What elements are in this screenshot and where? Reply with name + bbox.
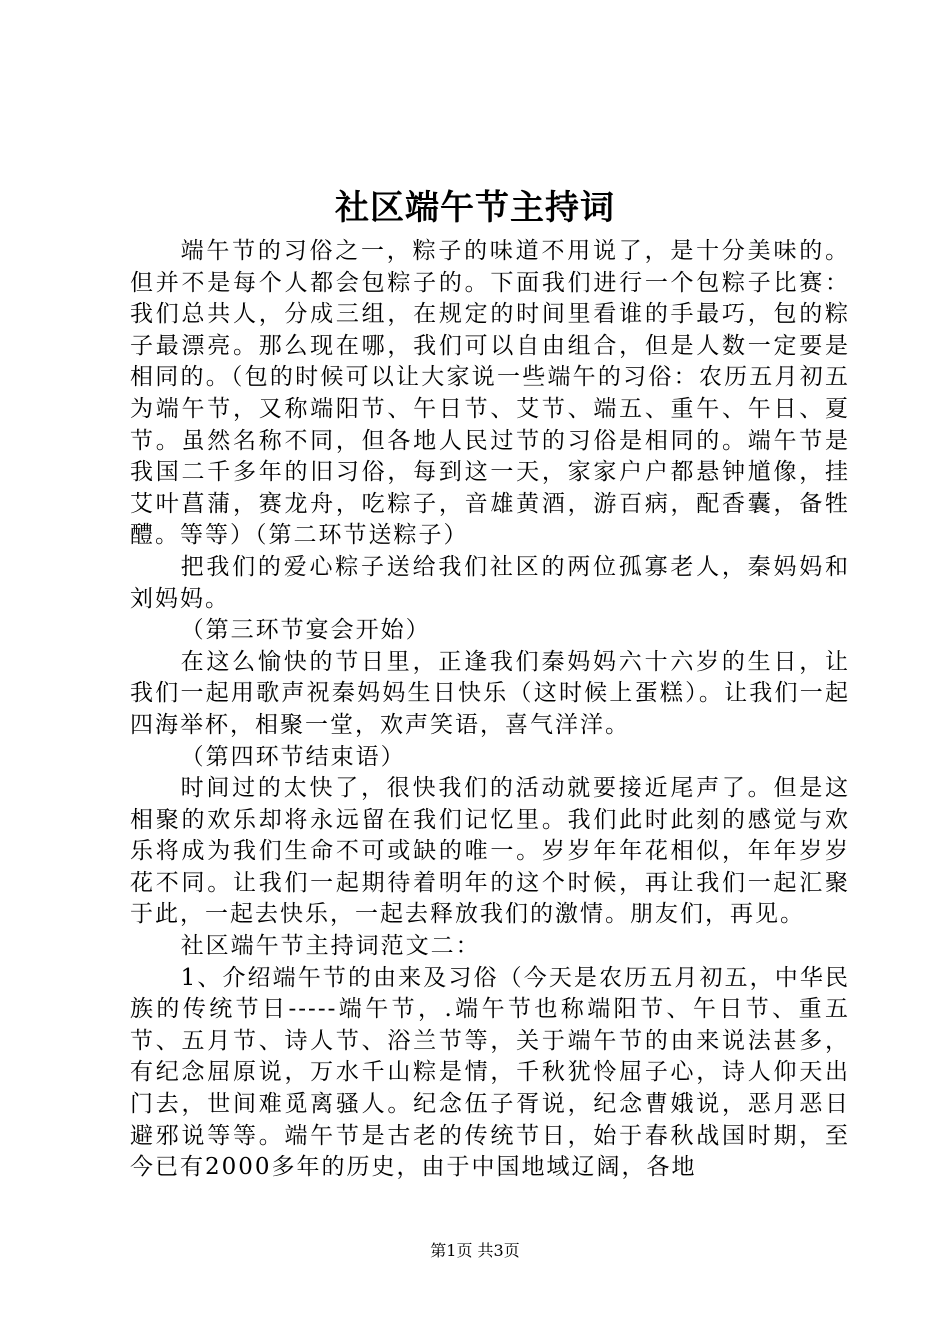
paragraph-5: （第四环节结束语） (180, 743, 406, 770)
paragraph-3: （第三环节宴会开始） (180, 617, 431, 644)
paragraph-8: 1、介绍端午节的由来及习俗（今天是农历五月初五，中华民族的传统节日-----端午节，.端午节也称端阳节、午日节、重五节、五月节、诗人节、浴兰节等，关于端午节的由来说法甚多，有纪念屈原说，万水千山粽是情，千秋犹怜屈子心，诗人仰天出门去，世间难觅离骚人。纪念伍子胥说，纪念曹娥说，恶月恶日避邪说等等。端午节是古老的传统节日，始于春秋战国时期，至今已有2000多年的历史，由于中国地域辽阔，各地 (130, 964, 850, 1181)
paragraph-7: 社区端午节主持词范文二： (180, 933, 481, 960)
paragraph-4: 在这么愉快的节日里，正逢我们秦妈妈六十六岁的生日，让我们一起用歌声祝秦妈妈生日快乐（这时候上蛋糕）。让我们一起四海举杯，相聚一堂，欢声笑语，喜气洋洋。 (130, 648, 850, 738)
document-title: 社区端午节主持词 (335, 188, 615, 228)
paragraph-2: 把我们的爱心粽子送给我们社区的两位孤寡老人，秦妈妈和刘妈妈。 (130, 553, 850, 612)
document-body (130, 236, 850, 1184)
page-footer: 第1页 共3页 (430, 1241, 520, 1260)
paragraph-6: 时间过的太快了，很快我们的活动就要接近尾声了。但是这相聚的欢乐却将永远留在我们记忆里。我们此时此刻的感觉与欢乐将成为我们生命不可或缺的唯一。岁岁年年花相似，年年岁岁花不同。让我们一起期待着明年的这个时候，再让我们一起汇聚于此，一起去快乐，一起去释放我们的激情。朋友们，再见。 (130, 775, 850, 928)
paragraph-1: 端午节的习俗之一，粽子的味道不用说了，是十分美味的。但并不是每个人都会包粽子的。下面我们进行一个包粽子比赛：我们总共人，分成三组，在规定的时间里看谁的手最巧，包的粽子最漂亮。那么现在哪，我们可以自由组合，但是人数一定要是相同的。（包的时候可以让大家说一些端午的习俗：农历五月初五为端午节，又称端阳节、午日节、艾节、端五、重午、午日、夏节。虽然名称不同，但各地人民过节的习俗是相同的。端午节是我国二千多年的旧习俗，每到这一天，家家户户都悬钟馗像，挂艾叶菖蒲，赛龙舟，吃粽子，音雄黄酒，游百病，配香囊，备牲醴。等等）（第二环节送粽子） (130, 238, 850, 549)
